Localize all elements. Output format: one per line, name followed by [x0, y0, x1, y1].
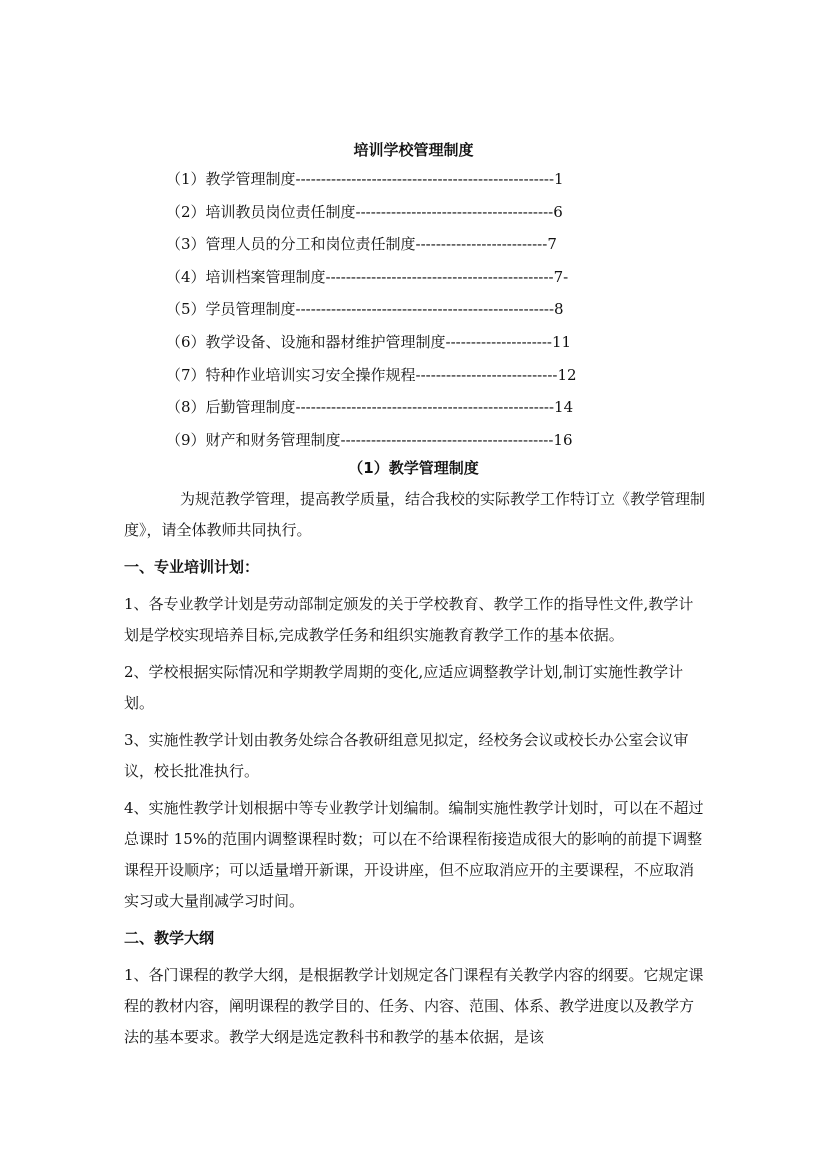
toc-item: （2）培训教员岗位责任制度---------------------------------------6	[166, 202, 563, 221]
paragraph: 2、学校根据实际情况和学期教学周期的变化,应适应调整教学计划,制订实施性教学计划。	[124, 663, 684, 712]
toc-item: （5）学员管理制度---------------------------------------------------8	[166, 300, 564, 319]
toc-item: （8）后勤管理制度---------------------------------------------------14	[166, 398, 574, 417]
heading-training-plan: 一、专业培训计划：	[124, 558, 260, 576]
toc-item: （4）培训档案管理制度---------------------------------------------7-	[166, 267, 569, 286]
paragraph: 1、各门课程的教学大纲，是根据教学计划规定各门课程有关教学内容的纲要。它规定课程的教材内容，阐明课程的教学目的、任务、内容、范围、体系、教学进度以及教学方法的基本要求。教学大纲是选定教科书和教学的基本依据，是该	[124, 966, 704, 1046]
table-of-contents	[166, 163, 577, 456]
heading-syllabus: 二、教学大纲	[124, 929, 215, 947]
section-title: （1）教学管理制度	[348, 459, 479, 477]
document-title: 培训学校管理制度	[353, 141, 474, 159]
toc-item: （6）教学设备、设施和器材维护管理制度---------------------11	[166, 332, 572, 351]
toc-item: （3）管理人员的分工和岗位责任制度--------------------------7	[166, 235, 557, 254]
toc-item: （1）教学管理制度---------------------------------------------------1	[166, 170, 564, 188]
intro-paragraph: 为规范教学管理，提高教学质量，结合我校的实际教学工作特订立《教学管理制度》，请全体教师共同执行。	[124, 490, 706, 539]
paragraph: 1、各专业教学计划是劳动部制定颁发的关于学校教育、教学工作的指导性文件,教学计划是学校实现培养目标,完成教学任务和组织实施教育教学工作的基本依据。	[124, 595, 694, 644]
toc-item: （9）财产和财务管理制度------------------------------------------16	[166, 430, 573, 449]
paragraph: 3、实施性教学计划由教务处综合各教研组意见拟定，经校务会议或校长办公室会议审议，校长批准执行。	[124, 731, 689, 780]
document-body	[124, 484, 706, 1053]
toc-item: （7）特种作业培训实习安全操作规程----------------------------12	[166, 365, 577, 384]
paragraph: 4、实施性教学计划根据中等专业教学计划编制。编制实施性教学计划时，可以在不超过总课时 15%的范围内调整课程时数；可以在不给课程衔接造成很大的影响的前提下调整课程开设顺序；可以适量增开新课，开设讲座，但不应取消应开的主要课程，不应取消实习或大量削减学习时间。	[124, 799, 704, 910]
